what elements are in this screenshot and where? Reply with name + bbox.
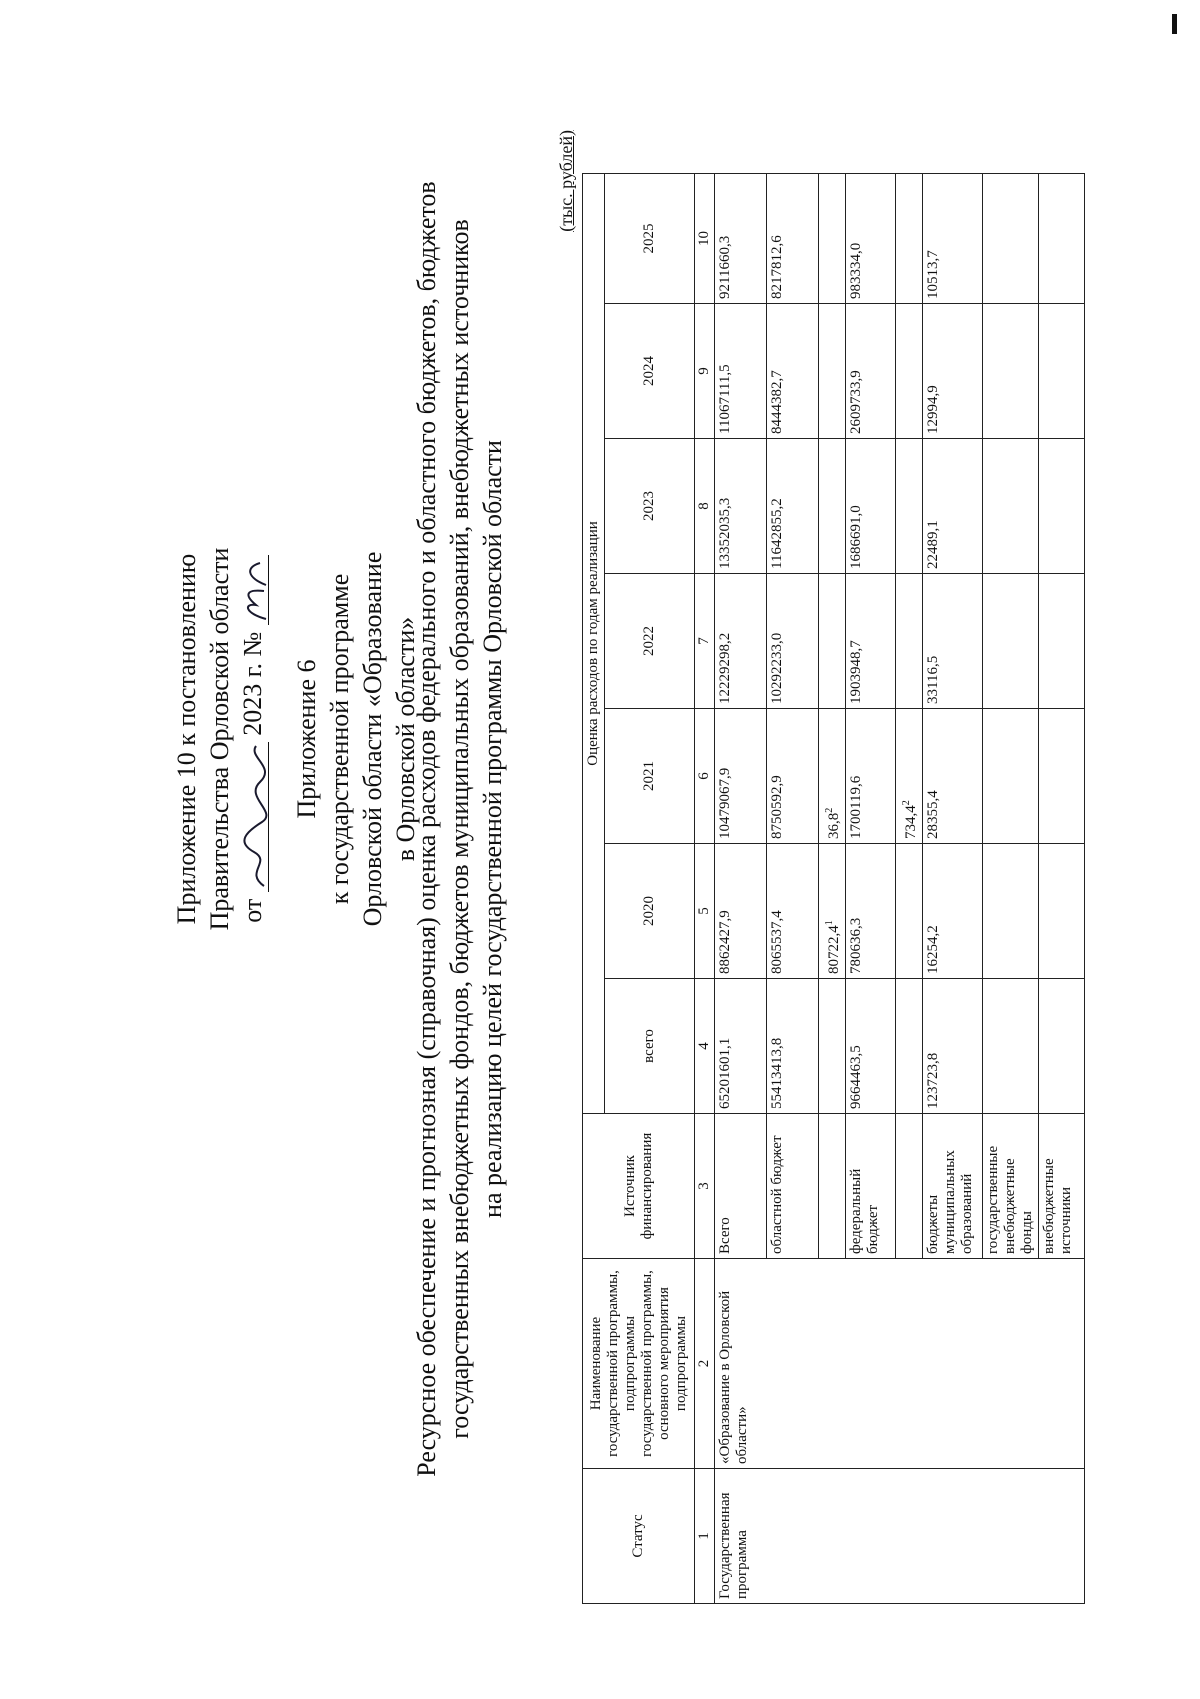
value-empty: [983, 844, 1039, 979]
value-2023: 11642855,2: [767, 439, 819, 574]
appendix-line-4: в Орловской области»: [391, 616, 420, 862]
header-2020: 2020: [605, 844, 695, 979]
value-2022: 12229298,2: [715, 574, 767, 709]
date-handwriting: [242, 742, 272, 892]
value-2021: 10479067,9: [715, 709, 767, 844]
value-2020-note: [819, 844, 846, 979]
value-2022: 33116,5: [923, 574, 983, 709]
funding-table: [582, 173, 1085, 1604]
approval-line-1: Приложение 10 к постановлению: [172, 553, 201, 925]
value-2020: 780636,3: [846, 844, 896, 979]
footnote-marker: 2: [824, 807, 835, 813]
program-name-cell: «Образование в Орловской области»: [715, 1259, 1085, 1469]
footnote-marker: 1: [824, 920, 835, 926]
number-handwriting: [242, 555, 272, 625]
value-empty: [1039, 709, 1085, 844]
date-year-text: 2023 г. №: [238, 631, 267, 736]
value-2025: 9211660,3: [715, 173, 767, 303]
value-2021: 8750592,9: [767, 709, 819, 844]
value-2021-note: [896, 709, 923, 844]
source-cell-empty: [896, 1114, 923, 1259]
approval-line-2: Правительства Орловской области: [205, 547, 234, 931]
value-2024: 12994,9: [923, 304, 983, 439]
index-cell: 10: [695, 173, 715, 303]
appendix-line-3: Орловской области «Образование: [358, 551, 387, 927]
source-cell: государственные внебюджетные фонды: [983, 1114, 1039, 1259]
title-line-3: на реализацию целей государственной программы Орловской области: [478, 440, 507, 1218]
handwritten-number: [242, 555, 269, 625]
value-2025: 8217812,6: [767, 173, 819, 303]
value-empty: [983, 709, 1039, 844]
value-2021: 1700119,6: [846, 709, 896, 844]
edge-mark: [1172, 14, 1177, 34]
index-cell: 7: [695, 574, 715, 709]
index-cell: 8: [695, 439, 715, 574]
value-2025: 983334,0: [846, 173, 896, 303]
document-title: [410, 99, 509, 1559]
value-total-empty: [896, 979, 923, 1114]
approval-date-line: [236, 379, 269, 1099]
value-empty: [983, 574, 1039, 709]
value-2024-empty: [819, 304, 846, 439]
value-empty: [1039, 574, 1085, 709]
value-2022: 1903948,7: [846, 574, 896, 709]
index-cell: 1: [695, 1469, 715, 1604]
value-2021-note: [819, 709, 846, 844]
index-cell: 2: [695, 1259, 715, 1469]
value-2025-empty: [819, 173, 846, 303]
appendix-line-2: к государственной программе: [325, 573, 354, 905]
value-2025: 10513,7: [923, 173, 983, 303]
index-cell: 9: [695, 304, 715, 439]
value-empty: [983, 304, 1039, 439]
value-2022: 10292233,0: [767, 574, 819, 709]
value-2022-empty: [819, 574, 846, 709]
source-cell: областной бюджет: [767, 1114, 819, 1259]
value-2020-empty: [896, 844, 923, 979]
header-2022: 2022: [605, 574, 695, 709]
note-value: 80722,4: [826, 925, 842, 974]
value-empty: [983, 173, 1039, 303]
note-value: 36,8: [826, 812, 842, 839]
value-empty: [983, 439, 1039, 574]
value-2023: 13352035,3: [715, 439, 767, 574]
value-2023: 1686691,0: [846, 439, 896, 574]
source-cell: внебюджетные источники: [1039, 1114, 1085, 1259]
title-line-1: Ресурсное обеспечение и прогнозная (справочная) оценка расходов федерального и областного бюджетов, бюджетов: [412, 181, 441, 1477]
header-row-1: [583, 173, 605, 1603]
value-2023: 22489,1: [923, 439, 983, 574]
header-estimate: Оценка расходов по годам реализации: [583, 173, 605, 1113]
header-2023: 2023: [605, 439, 695, 574]
value-total: 65201601,1: [715, 979, 767, 1114]
units-label: (тыс. рублей): [556, 130, 576, 232]
value-total: 9664463,5: [846, 979, 896, 1114]
value-empty: [1039, 304, 1085, 439]
header-status: Статус: [583, 1469, 695, 1604]
date-prefix: от: [238, 898, 267, 923]
value-empty: [983, 979, 1039, 1114]
approval-header: [170, 379, 269, 1099]
footnote-marker: 2: [901, 800, 912, 806]
header-total: всего: [605, 979, 695, 1114]
source-cell: федеральный бюджет: [846, 1114, 896, 1259]
value-total: 55413413,8: [767, 979, 819, 1114]
handwritten-date: [242, 742, 269, 892]
column-index-row: [695, 173, 715, 1603]
value-2023-empty: [896, 439, 923, 574]
value-2020: 16254,2: [923, 844, 983, 979]
value-2024: 11067111,5: [715, 304, 767, 439]
value-2020: 8862427,9: [715, 844, 767, 979]
note-value: 734,4: [903, 805, 919, 839]
index-cell: 3: [695, 1114, 715, 1259]
header-name: Наименование государственной программы, подпрограммы государственной программы, основного мероприятия подпрограммы: [583, 1259, 695, 1469]
value-empty: [1039, 439, 1085, 574]
value-empty: [1039, 844, 1085, 979]
value-2023-empty: [819, 439, 846, 574]
header-2024: 2024: [605, 304, 695, 439]
value-total-empty: [819, 979, 846, 1114]
value-2024: 8444382,7: [767, 304, 819, 439]
appendix-block: [290, 389, 422, 1089]
value-2024-empty: [896, 304, 923, 439]
index-cell: 4: [695, 979, 715, 1114]
status-cell: Государственная программа: [715, 1469, 1085, 1604]
source-cell: бюджеты муниципальных образований: [923, 1114, 983, 1259]
source-cell-empty: [819, 1114, 846, 1259]
value-2024: 2609733,9: [846, 304, 896, 439]
title-line-2: государственных внебюджетных фондов, бюджетов муниципальных образований, внебюджетных источников: [445, 219, 474, 1439]
index-cell: 5: [695, 844, 715, 979]
header-2021: 2021: [605, 709, 695, 844]
source-cell: Всего: [715, 1114, 767, 1259]
row-all-sources: [715, 173, 767, 1603]
value-empty: [1039, 979, 1085, 1114]
value-empty: [1039, 173, 1085, 303]
value-total: 123723,8: [923, 979, 983, 1114]
value-2020: 8065537,4: [767, 844, 819, 979]
index-cell: 6: [695, 709, 715, 844]
appendix-line-1: Приложение 6: [292, 659, 321, 819]
value-2025-empty: [896, 173, 923, 303]
value-2021: 28355,4: [923, 709, 983, 844]
header-2025: 2025: [605, 173, 695, 303]
header-source: Источник финансирования: [583, 1114, 695, 1259]
value-2022-empty: [896, 574, 923, 709]
